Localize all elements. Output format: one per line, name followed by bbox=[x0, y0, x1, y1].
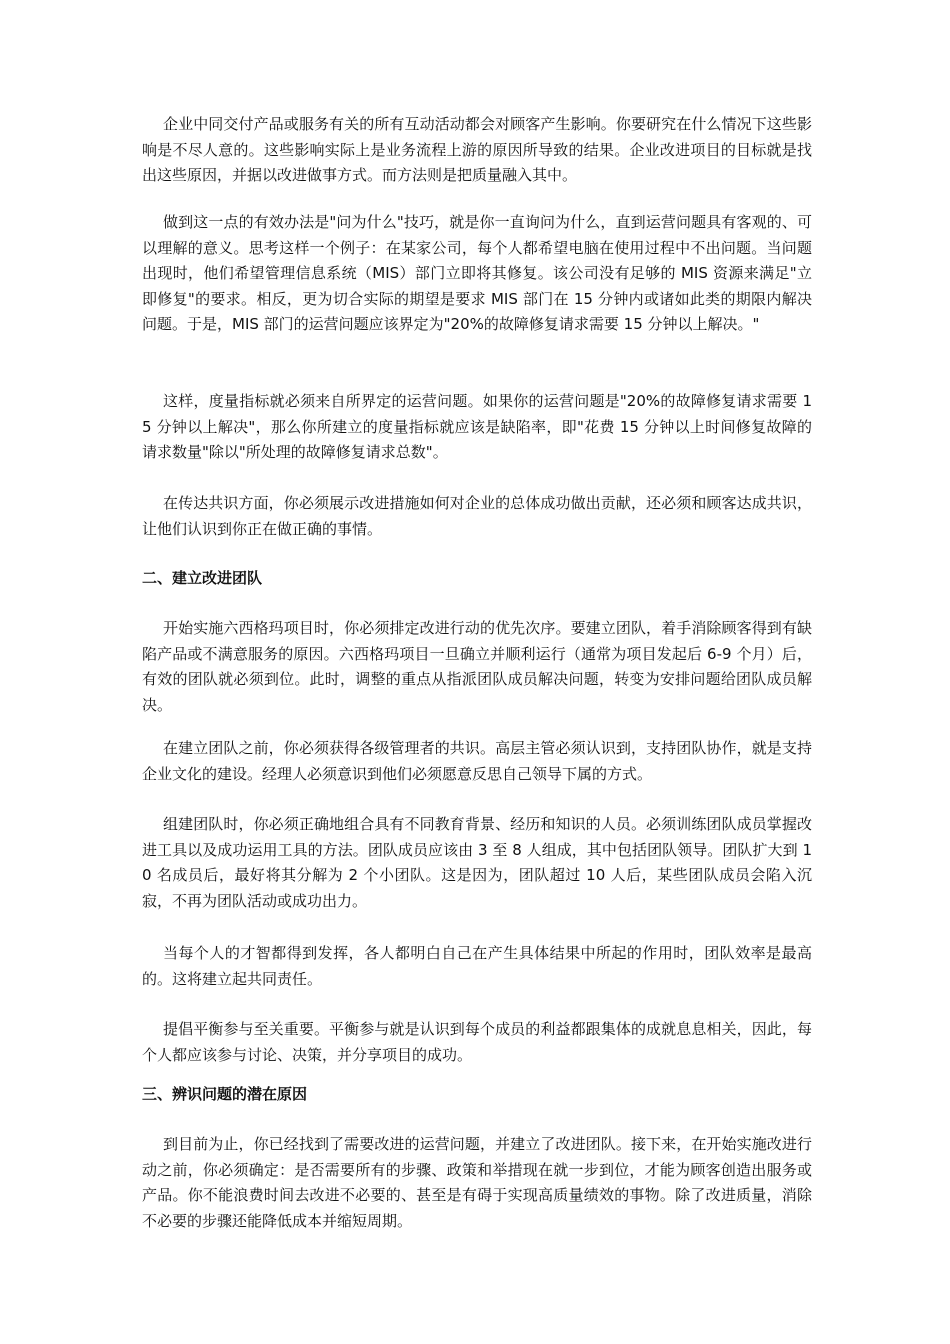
paragraph-consensus: 在传达共识方面，你必须展示改进措施如何对企业的总体成功做出贡献，还必须和顾客达成共识，让他们认识到你正在做正确的事情。 bbox=[142, 494, 812, 538]
paragraph-metrics: 这样，度量指标就必须来自所界定的运营问题。如果你的运营问题是"20%的故障修复请求需要 15 分钟以上解决"，那么你所建立的度量指标就应该是缺陷率，即"花费 15 分钟以上时间修复故障的请求数量"除以"所处理的故障修复请求总数"。 bbox=[142, 392, 812, 461]
paragraph-ask-why: 做到这一点的有效办法是"问为什么"技巧，就是你一直询问为什么，直到运营问题具有客观的、可以理解的意义。思考这样一个例子：在某家公司，每个人都希望电脑在使用过程中不出问题。当问题出现时，他们希望管理信息系统（MIS）部门立即将其修复。该公司没有足够的 MIS 资源来满足"立即修复"的要求。相反，更为切合实际的期望是要求 MIS 部门在 15 分钟内或诸如此类的期限内解决问题。于是，MIS 部门的运营问题应该界定为"20%的故障修复请求需要 15 分钟以上解决。" bbox=[142, 213, 812, 333]
paragraph-team-efficiency: 当每个人的才智都得到发挥，各人都明白自己在产生具体结果中所起的作用时，团队效率是最高的。这将建立起共同责任。 bbox=[142, 944, 812, 988]
paragraph-management-consensus: 在建立团队之前，你必须获得各级管理者的共识。高层主管必须认识到，支持团队协作，就是支持企业文化的建设。经理人必须意识到他们必须愿意反思自己领导下属的方式。 bbox=[142, 739, 812, 783]
paragraph-team-composition: 组建团队时，你必须正确地组合具有不同教育背景、经历和知识的人员。必须训练团队成员掌握改进工具以及成功运用工具的方法。团队成员应该由 3 至 8 人组成，其中包括团队领导。团队扩大到 10 名成员后，最好将其分解为 2 个小团队。这是因为，团队超过 10 人后，某些团队成员会陷入沉寂，不再为团队活动或成功出力。 bbox=[142, 815, 812, 910]
section-heading-build-team: 二、建立改进团队 bbox=[142, 569, 263, 587]
paragraph-root-causes: 到目前为止，你已经找到了需要改进的运营问题，并建立了改进团队。接下来，在开始实施改进行动之前，你必须确定：是否需要所有的步骤、政策和举措现在就一步到位，才能为顾客创造出服务或产品。你不能浪费时间去改进不必要的、甚至是有碍于实现高质量绩效的事物。除了改进质量，消除不必要的步骤还能降低成本并缩短周期。 bbox=[142, 1135, 812, 1230]
paragraph-intro: 企业中同交付产品或服务有关的所有互动活动都会对顾客产生影响。你要研究在什么情况下这些影响是不尽人意的。这些影响实际上是业务流程上游的原因所导致的结果。企业改进项目的目标就是找出这些原因，并据以改进做事方式。而方法则是把质量融入其中。 bbox=[142, 115, 812, 184]
paragraph-balanced-participation: 提倡平衡参与至关重要。平衡参与就是认识到每个成员的利益都跟集体的成就息息相关，因此，每个人都应该参与讨论、决策，并分享项目的成功。 bbox=[142, 1020, 812, 1064]
section-heading-root-causes: 三、辨识问题的潜在原因 bbox=[142, 1085, 308, 1103]
paragraph-team-priority: 开始实施六西格玛项目时，你必须排定改进行动的优先次序。要建立团队，着手消除顾客得到有缺陷产品或不满意服务的原因。六西格玛项目一旦确立并顺利运行（通常为项目发起后 6-9 个月）后，有效的团队就必须到位。此时，调整的重点从指派团队成员解决问题，转变为安排问题给团队成员解决。 bbox=[142, 619, 812, 714]
